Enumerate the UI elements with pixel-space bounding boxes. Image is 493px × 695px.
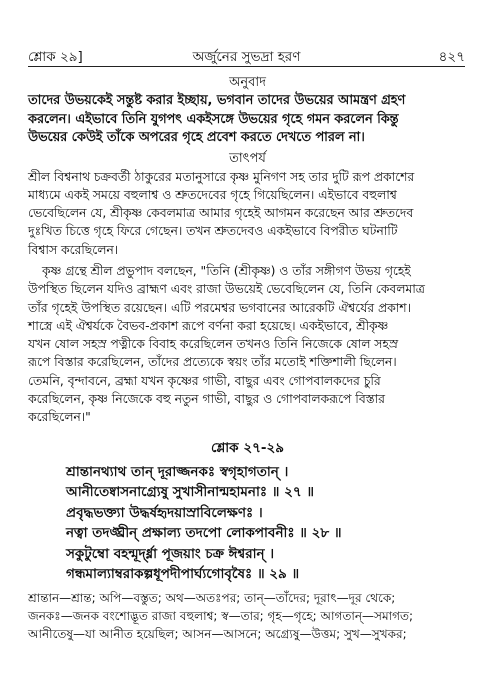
translation-heading: অনুবাদ	[229, 75, 266, 90]
running-header	[28, 46, 465, 68]
translation-line: তাদের উভয়কেই সন্তুষ্ট করার ইচ্ছায়, ভগবান তাদের উভয়ের আমন্ত্রণ গ্রহণ	[28, 93, 406, 108]
synonym-line: আনীতেষু—যা আনীত হয়েছিল; আসন—আসনে; অগ্র্যেষু—উত্তম; সুখ—সুখকর;	[28, 626, 407, 641]
purport-line: কৃষ্ণ গ্রন্থে শ্রীল প্রভুপাদ বলছেন, "তিনি (শ্রীকৃষ্ণ) ও তাঁর সঙ্গীগণ উভয় গৃহেই	[42, 263, 411, 278]
purport-line: তেমনি, বৃন্দাবনে, ব্রহ্মা যখন কৃষ্ণের গাভী, বাছুর এবং গোপবালকদের চুরি	[28, 373, 381, 388]
purport-paragraph-1	[28, 168, 467, 259]
page-body	[28, 74, 467, 643]
verse-number: শ্লোক ২৭-২৯	[210, 439, 285, 456]
header-verse-ref: শ্লোক ২৯]	[28, 49, 83, 65]
header-chapter-title: অর্জুনের সুভদ্রা হরণ	[192, 49, 301, 65]
header-divider	[28, 66, 465, 67]
translation-text	[28, 92, 467, 148]
verse-line: নত্বা তদঙ্ঘ্রীন্ প্রক্ষাল্য তদপো লোকপাবনীঃ ॥ ২৮ ॥	[66, 525, 342, 542]
verse-line: সকুটুম্বো বহন্মূর্দ্ধ্না পূজয়াং চক্র ঈশ্বরান্ ।	[66, 545, 275, 562]
verse-line: গন্ধমাল্যাম্বরাকল্পধূপদীপার্ঘ্যগোবৃষৈঃ ॥ ২৯ ॥	[66, 566, 300, 583]
purport-heading: তাৎপর্য	[229, 150, 266, 166]
verse-line: প্রবৃদ্ধভক্ত্যা উদ্ধর্ষহৃদয়াস্রাবিলেক্ষণঃ ।	[66, 504, 263, 521]
purport-line: যখন ষোল সহস্র পত্নীকে বিবাহ করেছিলেন তখনও তিনি নিজেকে ষোল সহস্র	[28, 337, 399, 352]
synonym-line: শ্রান্তান—শ্রান্ত; অপি—বস্তুত; অথ—অতঃপর; তান্—তাঁদের; দূরাৎ—দূর থেকে;	[28, 590, 396, 605]
verse-line: শ্রান্তানথ্যাথ তান্ দূরাজ্জনকঃ স্বগৃহাগতান্ ।	[66, 463, 289, 480]
purport-line: বিশ্বাস করেছিলেন।	[28, 242, 119, 257]
purport-paragraph-2	[28, 262, 467, 427]
header-page-number: ৪২৭	[438, 49, 465, 65]
word-synonyms	[28, 589, 467, 643]
purport-line: ভেবেছিলেন যে, শ্রীকৃষ্ণ কেবলমাত্র আমার গৃহেই আগমন করেছেন আর শ্রুতদেব	[28, 206, 414, 221]
purport-line: উপস্থিত ছিলেন যদিও ব্রাহ্মণ এবং রাজা উভয়েই ভেবেছিলেন যে, তিনি কেবলমাত্র	[28, 282, 425, 297]
purport-line: করেছিলেন।"	[28, 410, 91, 425]
purport-line: রূপে বিস্তার করেছিলেন, তাঁদের প্রত্যেকে স্বয়ং তাঁর মতোই শক্তিশালী ছিলেন।	[28, 355, 397, 370]
verse-line: আনীতেষ্বাসনাগ্র্যেষু সুখাসীনান্মহামনাঃ ॥ ২৭ ॥	[66, 484, 315, 501]
verse-text	[28, 462, 467, 585]
purport-line: তাঁর গৃহেই উপস্থিত রয়েছেন। এটি পরমেশ্বর ভগবানের আরেকটি ঐশ্বর্যের প্রকাশ।	[28, 300, 411, 315]
translation-line: উভয়ের কেউই তাঁকে অপরের গৃহে প্রবেশ করতে দেখতে পারল না।	[28, 130, 365, 145]
purport-line: মাধ্যমে একই সময়ে বহুলাশ্ব ও শ্রুতদেবের গৃহে গিয়েছিলেন। এইভাবে বহুলাশ্ব	[28, 187, 397, 202]
synonym-line: জনকঃ—জনক বংশোদ্ভূত রাজা বহুলাশ্ব; স্ব—তার; গৃহ—গৃহে; আগতান্—সমাগত;	[28, 608, 414, 623]
purport-line: দুঃখিত চিত্তে গৃহে ফিরে গেছেন। তখন শ্রুতদেবও একইভাবে বিপরীত ঘটনাটি	[28, 224, 398, 239]
translation-line: করলেন। এইভাবে তিনি যুগপৎ একইসঙ্গে উভয়ের গৃহে গমন করলেন কিন্তু	[28, 111, 399, 127]
purport-line: শাস্ত্রে এই ঐশ্বর্যকে বৈভব-প্রকাশ রূপে বর্ণনা করা হয়েছে। একইভাবে, শ্রীকৃষ্ণ	[28, 318, 389, 333]
purport-line: শ্রীল বিশ্বনাথ চক্রবর্তী ঠাকুরের মতানুসারে কৃষ্ণ মুনিগণ সহ তার দুটি রূপ প্রকাশের	[28, 169, 415, 184]
purport-line: করেছিলেন, কৃষ্ণ নিজেকে বহু নতুন গাভী, বাছুর ও গোপবালকরূপে বিস্তার	[28, 392, 385, 407]
